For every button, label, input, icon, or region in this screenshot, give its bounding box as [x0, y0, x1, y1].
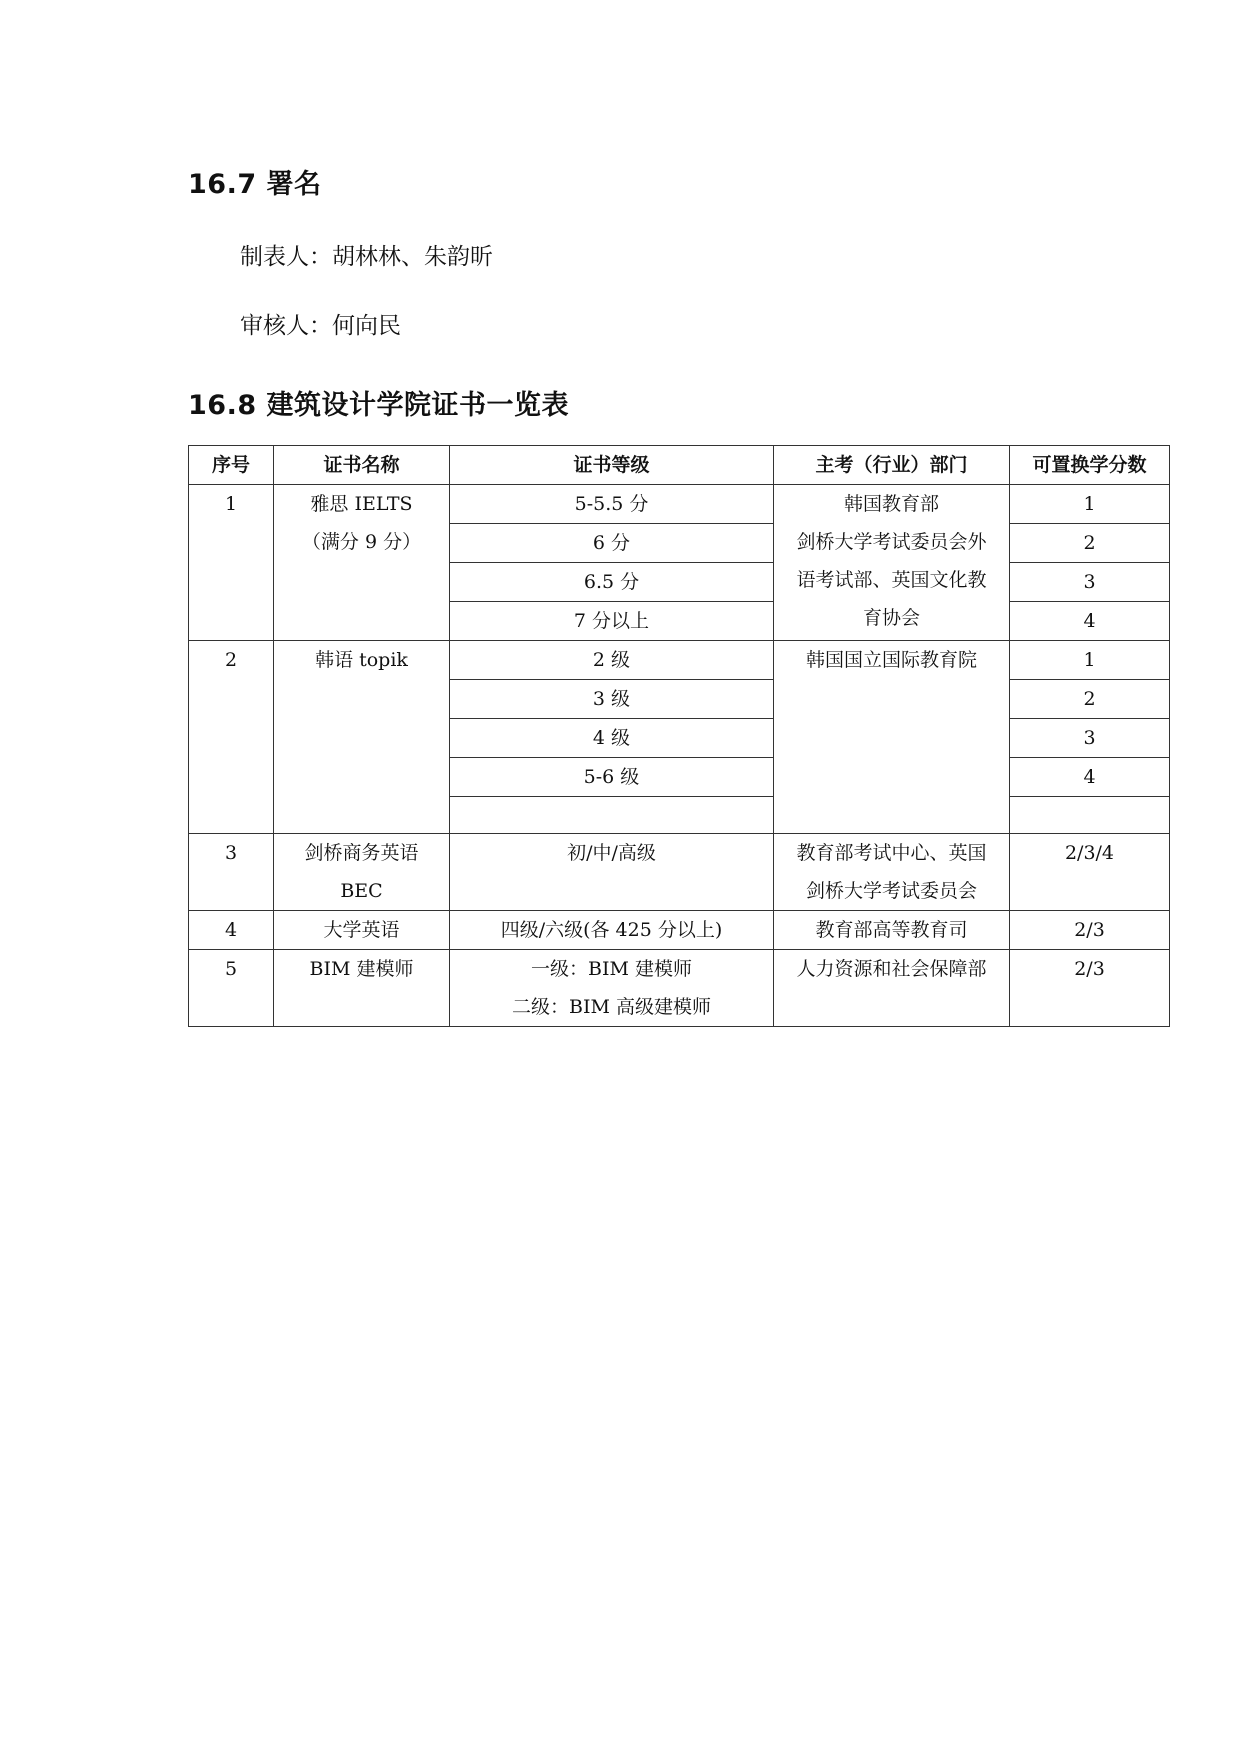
cell-department — [774, 834, 1010, 911]
department-line: 剑桥大学考试委员会外 — [796, 531, 987, 553]
cell-credits: 2/3 — [1010, 911, 1170, 950]
cert-name-line: BEC — [340, 880, 383, 902]
cell-level: 6 分 — [450, 524, 774, 563]
cell-credits: 3 — [1010, 719, 1170, 758]
cert-name-note: （满分 9 分） — [301, 531, 422, 553]
reviewer-line: 审核人：何向民 — [240, 313, 401, 339]
header-credits: 可置换学分数 — [1010, 446, 1170, 485]
cell-credits: 1 — [1010, 485, 1170, 524]
cell-level: 7 分以上 — [450, 602, 774, 641]
table-row — [189, 834, 1170, 911]
cell-level: 4 级 — [450, 719, 774, 758]
department-line: 教育部考试中心、英国 — [796, 842, 987, 864]
cell-cert-name: 大学英语 — [274, 911, 450, 950]
header-no: 序号 — [189, 446, 274, 485]
cell-level: 5-6 级 — [450, 758, 774, 797]
cell-no: 2 — [189, 641, 274, 834]
cell-credits: 2 — [1010, 524, 1170, 563]
cell-cert-name: BIM 建模师 — [274, 950, 450, 1027]
cell-department — [774, 485, 1010, 641]
cert-name-line: 剑桥商务英语 — [304, 842, 419, 864]
cell-credits: 1 — [1010, 641, 1170, 680]
header-cert-level: 证书等级 — [450, 446, 774, 485]
cell-level: 3 级 — [450, 680, 774, 719]
cell-credits: 3 — [1010, 563, 1170, 602]
header-department: 主考（行业）部门 — [774, 446, 1010, 485]
table-maker-line: 制表人：胡林林、朱韵昕 — [240, 244, 493, 270]
cell-credits: 4 — [1010, 758, 1170, 797]
cell-level: 6.5 分 — [450, 563, 774, 602]
table-row — [189, 950, 1170, 1027]
cell-level: 2 级 — [450, 641, 774, 680]
cell-no: 3 — [189, 834, 274, 911]
cell-level: 初/中/高级 — [450, 834, 774, 911]
department-line: 育协会 — [862, 607, 920, 629]
cell-cert-name: 韩语 topik — [274, 641, 450, 834]
cert-name-text: 雅思 IELTS — [310, 493, 413, 515]
section-heading-signature: 16.7 署名 — [188, 169, 322, 200]
cell-level: 5-5.5 分 — [450, 485, 774, 524]
cell-level — [450, 797, 774, 834]
table-row — [189, 641, 1170, 680]
department-line: 语考试部、英国文化教 — [796, 569, 987, 591]
cell-no: 5 — [189, 950, 274, 1027]
level-line: 二级：BIM 高级建模师 — [512, 996, 711, 1018]
certificate-table — [188, 445, 1170, 1027]
department-line: 剑桥大学考试委员会 — [805, 880, 977, 902]
cell-credits — [1010, 797, 1170, 834]
cell-no: 1 — [189, 485, 274, 641]
cell-credits: 2/3/4 — [1010, 834, 1170, 911]
cell-credits: 2 — [1010, 680, 1170, 719]
cell-level: 四级/六级(各 425 分以上) — [450, 911, 774, 950]
cell-no: 4 — [189, 911, 274, 950]
cell-cert-name — [274, 485, 450, 641]
table-row — [189, 485, 1170, 524]
table-row — [189, 911, 1170, 950]
department-line: 韩国教育部 — [843, 493, 939, 515]
cell-department: 教育部高等教育司 — [774, 911, 1010, 950]
cell-level — [450, 950, 774, 1027]
header-cert-name: 证书名称 — [274, 446, 450, 485]
section-heading-certificates: 16.8 建筑设计学院证书一览表 — [188, 390, 570, 421]
cell-department: 韩国国立国际教育院 — [774, 641, 1010, 834]
cell-cert-name — [274, 834, 450, 911]
cell-credits: 2/3 — [1010, 950, 1170, 1027]
level-line: 一级：BIM 建模师 — [531, 958, 692, 980]
cell-department: 人力资源和社会保障部 — [774, 950, 1010, 1027]
cell-credits: 4 — [1010, 602, 1170, 641]
table-header-row — [189, 446, 1170, 485]
